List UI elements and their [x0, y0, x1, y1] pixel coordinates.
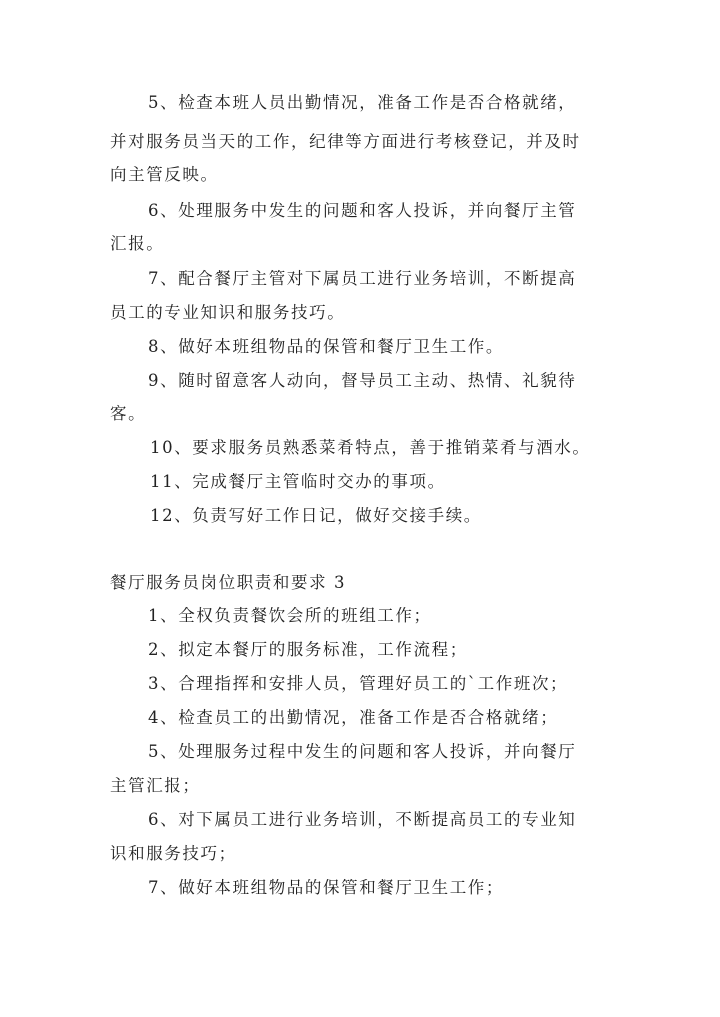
paragraph-line: 4、检查员工的出勤情况，准备工作是否合格就绪；: [148, 708, 559, 727]
paragraph-line: 识和服务技巧；: [110, 844, 237, 863]
paragraph-line: 6、处理服务中发生的问题和客人投诉，并向餐厅主管: [148, 201, 577, 220]
paragraph-line: 10、要求服务员熟悉菜肴特点，善于推销菜肴与酒水。: [150, 438, 591, 457]
paragraph-line: 并对服务员当天的工作，纪律等方面进行考核登记，并及时: [110, 132, 581, 151]
paragraph-line: 主管汇报；: [110, 776, 201, 795]
paragraph-line: 客。: [110, 404, 147, 423]
paragraph-line: 8、做好本班组物品的保管和餐厅卫生工作。: [148, 337, 504, 356]
paragraph-line: 11、完成餐厅主管临时交办的事项。: [150, 472, 446, 491]
paragraph-line: 7、配合餐厅主管对下属员工进行业务培训，不断提高: [148, 269, 577, 288]
paragraph-line: 5、检查本班人员出勤情况，准备工作是否合格就绪，: [148, 93, 577, 112]
paragraph-line: 汇报。: [110, 234, 165, 253]
paragraph-line: 2、拟定本餐厅的服务标准，工作流程；: [148, 640, 468, 659]
paragraph-line: 向主管反映。: [110, 165, 219, 184]
paragraph-line: 员工的专业知识和服务技巧。: [110, 303, 346, 322]
paragraph-line: 12、负责写好工作日记，做好交接手续。: [150, 506, 482, 525]
paragraph-line: 7、做好本班组物品的保管和餐厅卫生工作；: [148, 878, 504, 897]
paragraph-line: 1、全权负责餐饮会所的班组工作；: [148, 606, 432, 625]
paragraph-line: 6、对下属员工进行业务培训，不断提高员工的专业知: [148, 810, 577, 829]
section-heading: 餐厅服务员岗位职责和要求 3: [110, 573, 347, 592]
paragraph-line: 5、处理服务过程中发生的问题和客人投诉，并向餐厅: [148, 742, 577, 761]
paragraph-line: 9、随时留意客人动向，督导员工主动、热情、礼貌待: [148, 371, 577, 390]
paragraph-line: 3、合理指挥和安排人员，管理好员工的`工作班次；: [148, 674, 569, 693]
